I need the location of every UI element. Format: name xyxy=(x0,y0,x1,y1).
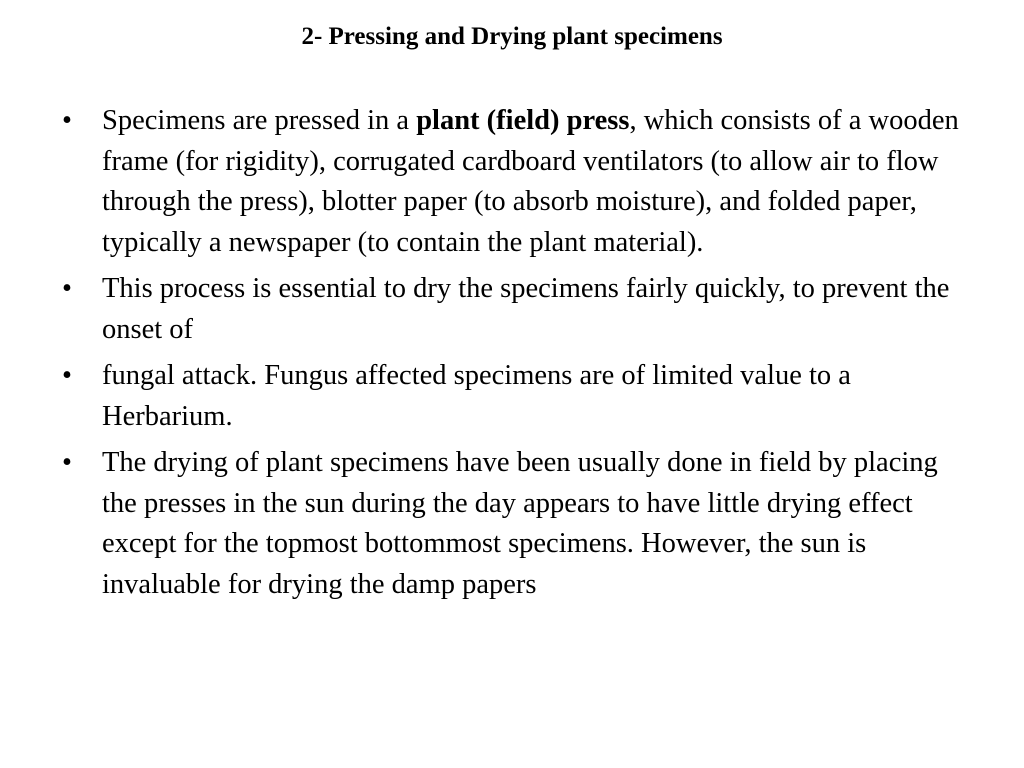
bullet-mark: • xyxy=(62,105,72,136)
bullet-text-before: Specimens are pressed in a xyxy=(102,105,417,136)
bullet-text xyxy=(102,105,959,258)
bullet-mark: • xyxy=(62,360,72,391)
bullet-text-after: , which consists of a wooden frame (for rigidity), corrugated cardboard ventilators (to allow air to flow through the press), blotter paper (to absorb moisture), and folded paper, typically a newspaper (to contain the plant material). xyxy=(102,105,959,258)
bullet-text: fungal attack. Fungus affected specimens are of limited value to a Herbarium. xyxy=(102,360,851,432)
bullet-item xyxy=(62,101,967,263)
bullet-mark: • xyxy=(62,273,72,304)
bullet-mark: • xyxy=(62,447,72,478)
bullet-item xyxy=(62,356,967,437)
slide-title: 2- Pressing and Drying plant specimens xyxy=(301,23,723,50)
bullet-text: This process is essential to dry the specimens fairly quickly, to prevent the onset of xyxy=(102,273,950,345)
bullet-text: The drying of plant specimens have been usually done in field by placing the presses in the sun during the day appears to have little drying effect except for the topmost bottommost specimens. However, the sun is invaluable for drying the damp papers xyxy=(102,447,938,600)
bullet-item xyxy=(62,443,967,605)
bullet-list xyxy=(62,101,967,611)
bullet-item xyxy=(62,269,967,350)
bullet-text-bold: plant (field) press xyxy=(416,105,630,136)
